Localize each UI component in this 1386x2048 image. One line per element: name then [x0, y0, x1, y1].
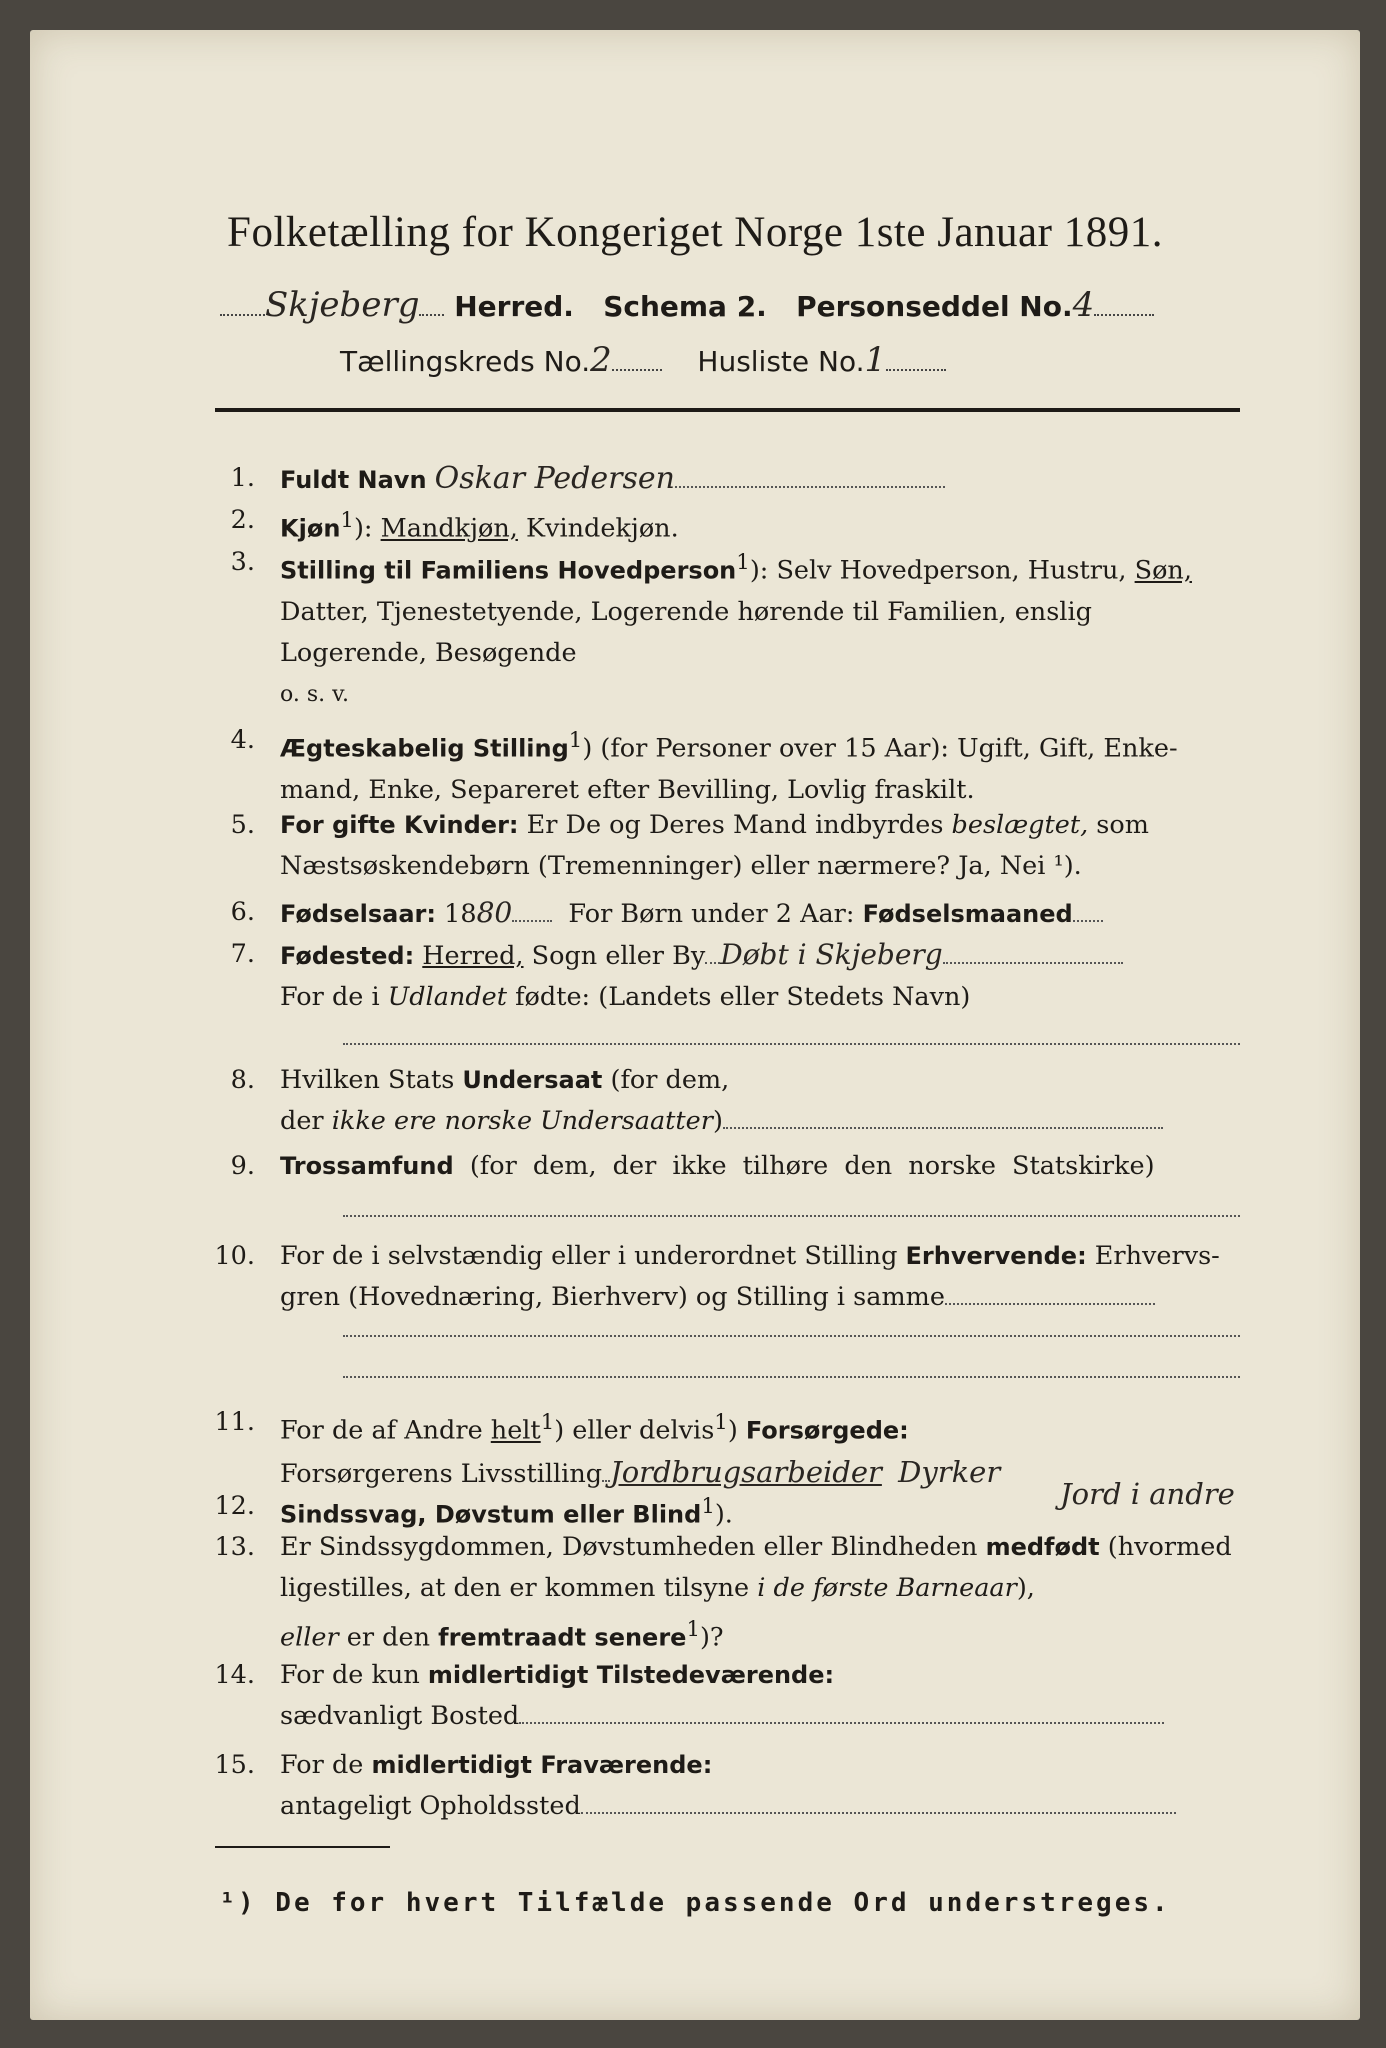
birth-year-value: 80 — [476, 896, 513, 929]
item-text: Hvilken Stats — [280, 1065, 455, 1095]
schema-label: Schema 2. — [603, 290, 767, 323]
form-title: Folketælling for Kongeriget Norge 1ste Januar 1891. — [227, 209, 1163, 256]
full-name-value: Oskar Pedersen — [434, 461, 675, 496]
item-text: ikke ere norske Undersaatter — [331, 1106, 713, 1136]
option-kvindekjon: Kvindekjøn. — [526, 513, 679, 544]
item-text: For de i selvstændig eller i underordnet Stilling — [280, 1241, 898, 1271]
item-2 — [210, 500, 1250, 544]
item-number: 1. — [230, 463, 255, 493]
item-text: Forsørgerens Livsstilling — [280, 1458, 603, 1489]
item-label: Trossamfund — [280, 1152, 454, 1180]
item-text: er den — [346, 1622, 431, 1653]
item-text: eller — [280, 1622, 339, 1653]
item-14 — [210, 1655, 1250, 1737]
item-3 — [210, 542, 1250, 706]
item-text: Er De og Deres Mand indbyrdes — [526, 810, 944, 840]
footnote-rule — [215, 1846, 390, 1848]
herred-label: Herred. — [454, 290, 574, 323]
item-text: For de i — [280, 982, 380, 1012]
footnote-ref: 1 — [736, 550, 750, 575]
item-text: gren (Hovednæring, Bierhverv) og Stilling i samme — [280, 1282, 945, 1312]
item-number: 11. — [214, 1407, 255, 1437]
provider-occupation-value-3: Jord i andre — [1060, 1477, 1235, 1511]
footnote: ¹) De for hvert Tilfælde passende Ord understreges. — [219, 1888, 1171, 1918]
item-label: Undersaat — [462, 1066, 603, 1094]
item-number: 4. — [230, 725, 255, 755]
item-12: 12. Sindssvag, Døvstum eller Blind$^1$). Jord i andre — [210, 1486, 1250, 1527]
husliste-value: 1 — [864, 340, 887, 380]
item-text: For de af Andre — [280, 1415, 483, 1446]
item-text: der — [280, 1106, 324, 1136]
item-label: midlertidigt Fraværende: — [371, 1751, 713, 1779]
husliste-label: Husliste No. — [697, 345, 865, 378]
item-label: Fuldt Navn — [280, 466, 427, 494]
census-form — [30, 30, 1360, 2020]
item-10 — [210, 1236, 1250, 1318]
item-text: Er Sindssygdommen, Døvstumheden eller Blindheden — [280, 1532, 978, 1562]
item-label: Fødselsaar: — [280, 900, 436, 928]
item-text: ) eller delvis — [554, 1415, 715, 1446]
header-rule — [215, 408, 1240, 412]
item-label: Fødselsmaaned — [862, 900, 1073, 928]
footnote-ref: 1 — [568, 728, 583, 753]
item-text: som — [1096, 810, 1149, 840]
item-text: antageligt Opholdssted — [280, 1791, 581, 1821]
item-text: fødte: (Landets eller Stedets Navn) — [515, 982, 971, 1012]
item-5 — [210, 805, 1250, 887]
item-number: 13. — [214, 1532, 255, 1562]
item-text: mand, Enke, Separeret efter Bevilling, Lovlig fraskilt. — [280, 774, 975, 805]
item-label: Erhvervende: — [905, 1242, 1087, 1270]
option-mandkjon: Mandkjøn, — [380, 513, 518, 544]
item-text: ) — [727, 1415, 738, 1446]
option-helt: helt — [490, 1415, 541, 1446]
item-label: Fødested: — [280, 942, 415, 970]
item-text: Logerende, Besøgende — [280, 637, 577, 668]
item-4 — [210, 720, 1250, 805]
item-label: Forsørgede: — [745, 1416, 909, 1445]
item-8 — [210, 1060, 1250, 1142]
item-number: 5. — [230, 810, 255, 840]
item-text: ligestilles, at den er kommen tilsyne — [280, 1573, 750, 1603]
year-prefix: 18 — [444, 899, 477, 929]
item-text: Sogn eller By — [531, 941, 706, 971]
option-herred: Herred, — [422, 941, 524, 971]
item-13: 13. Er Sindssygdommen, Døvstumheden eller Blindheden medfødt (hvormed ligestilles, at den er kommen tilsyne i de første Barneaar), eller er den fremtraadt senere$^1$)? — [210, 1527, 1250, 1650]
item-number: 7. — [230, 939, 255, 969]
item-number: 10. — [214, 1241, 255, 1271]
item-number: 15. — [214, 1750, 255, 1780]
blank-line — [343, 1043, 1240, 1045]
item-text: Datter, Tjenestetyende, Logerende hørende til Familien, enslig — [280, 596, 1092, 627]
provider-occupation-value: Jordbrugsarbeider — [610, 1454, 882, 1489]
item-text: ) — [712, 1106, 723, 1136]
item-text: (for dem, — [610, 1065, 730, 1095]
item-text: For Børn under 2 Aar: — [568, 899, 855, 929]
item-label: fremtraadt senere — [438, 1623, 687, 1652]
item-1 — [210, 458, 1250, 499]
item-number: 2. — [230, 505, 255, 535]
item-number: 3. — [230, 547, 255, 577]
item-11: 11. For de af Andre helt$^1$) eller delvis$^1$) Forsørgede: Forsørgerens Livsstilling Jordbrugsarbeider Dyrker — [210, 1402, 1250, 1484]
item-label: Kjøn — [280, 514, 341, 543]
item-number: 12. — [214, 1491, 255, 1521]
blank-line — [343, 1215, 1240, 1217]
item-number: 6. — [230, 897, 255, 927]
item-number: 8. — [230, 1065, 255, 1095]
item-text: (for dem, der ikke tilhøre den norske Statskirke) — [469, 1151, 1155, 1181]
item-15 — [210, 1745, 1250, 1827]
item-text: Erhvervs- — [1094, 1241, 1220, 1271]
item-text: ). — [714, 1499, 733, 1530]
item-text: o. s. v. — [280, 681, 349, 707]
item-label: Ægteskabelig Stilling — [280, 734, 569, 763]
item-label: midlertidigt Tilstedeværende: — [427, 1661, 835, 1689]
item-label: medfødt — [985, 1533, 1100, 1561]
item-7 — [210, 934, 1250, 1016]
item-text: ), — [1016, 1573, 1035, 1603]
kreds-line — [340, 340, 946, 380]
item-text: beslægtet, — [951, 810, 1089, 840]
herred-value: Skjeberg — [265, 285, 420, 325]
kreds-value: 2 — [590, 340, 612, 380]
item-label: For gifte Kvinder: — [280, 811, 519, 839]
item-text: Næstsøskendebørn (Tremenninger) eller nærmere? Ja, Nei ¹). — [280, 851, 1082, 881]
item-text: For de — [280, 1750, 364, 1780]
provider-occupation-value-2: Dyrker — [898, 1454, 1001, 1489]
personseddel-label: Personseddel No. — [796, 290, 1073, 323]
item-label: Sindssvag, Døvstum eller Blind — [280, 1500, 702, 1529]
item-9 — [210, 1146, 1250, 1187]
item-text: Udlandet — [387, 982, 507, 1012]
item-number: 14. — [214, 1660, 255, 1690]
herred-line — [220, 285, 1154, 325]
item-text: sædvanligt Bosted — [280, 1701, 520, 1731]
item-6 — [210, 892, 1250, 933]
option-son: Søn, — [1134, 555, 1192, 586]
birthplace-value: Døbt i Skjeberg — [720, 938, 943, 971]
footnote-ref: 1 — [340, 508, 354, 533]
item-text: )? — [699, 1622, 724, 1653]
item-text: i de første Barneaar — [757, 1573, 1017, 1603]
item-text: ): Selv Hovedperson, Hustru, — [749, 555, 1127, 586]
item-text: For de kun — [280, 1660, 420, 1690]
item-number: 9. — [230, 1151, 255, 1181]
blank-line — [343, 1376, 1240, 1378]
item-text: ) (for Personer over 15 Aar): Ugift, Gift, Enke- — [582, 733, 1178, 764]
item-text: ): — [353, 513, 373, 544]
blank-line — [343, 1335, 1240, 1337]
item-label: Stilling til Familiens Hovedperson — [280, 556, 737, 585]
kreds-label: Tællingskreds No. — [340, 345, 591, 378]
personseddel-value: 4 — [1072, 285, 1095, 325]
item-text: (hvormed — [1107, 1532, 1232, 1562]
